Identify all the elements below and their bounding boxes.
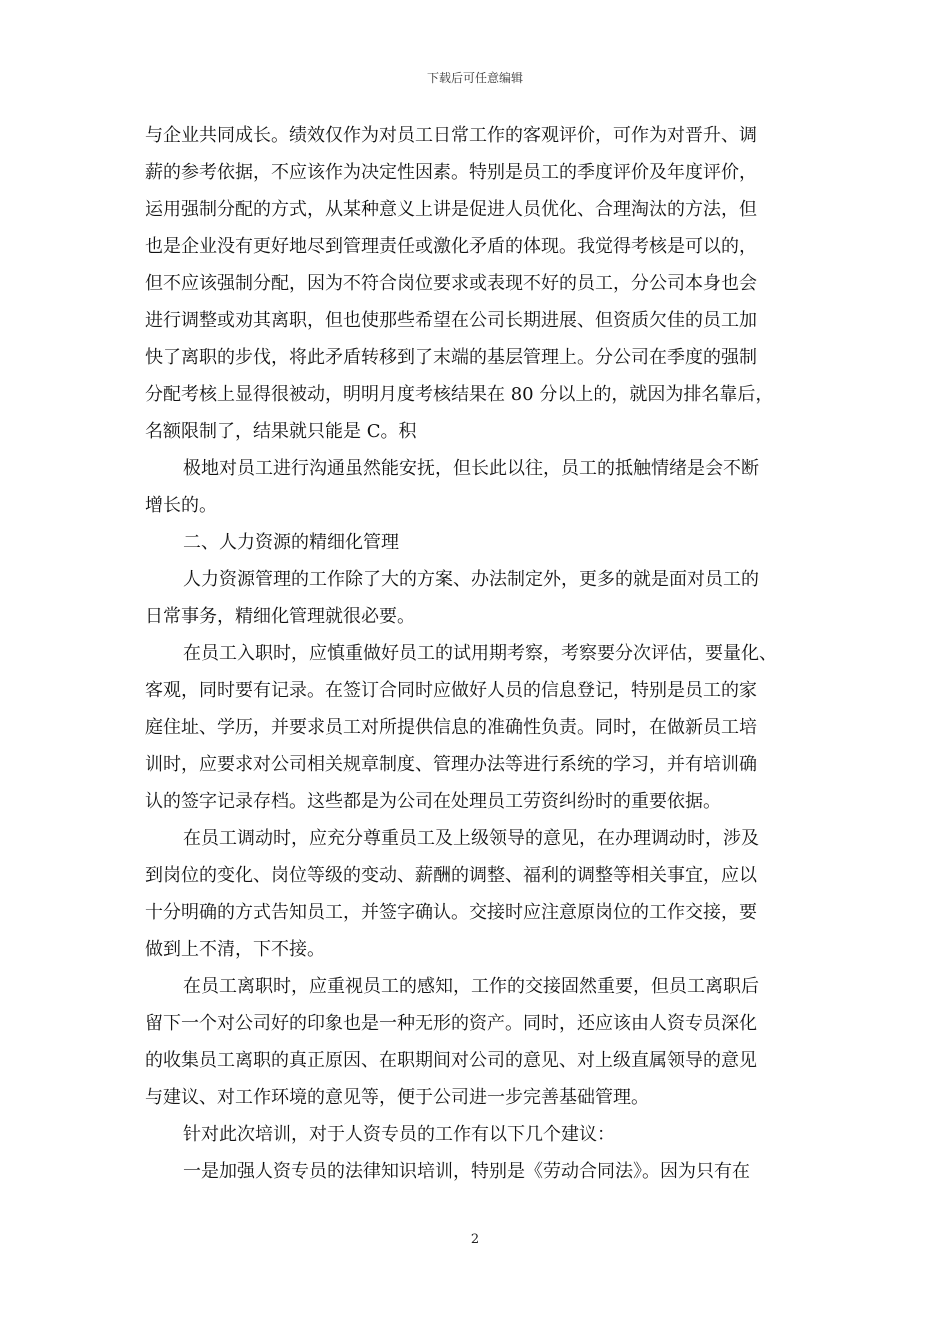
text-line: 客观，同时要有记录。在签订合同时应做好人员的信息登记，特别是员工的家 xyxy=(145,680,757,701)
text-line: 名额限制了，结果就只能是 C。积 xyxy=(145,421,417,442)
text-line: 人力资源管理的工作除了大的方案、办法制定外，更多的就是面对员工的 xyxy=(183,569,759,590)
text-line: 认的签字记录存档。这些都是为公司在处理员工劳资纠纷时的重要依据。 xyxy=(145,791,721,812)
paragraph xyxy=(145,450,810,524)
text-line: 与企业共同成长。绩效仅作为对员工日常工作的客观评价，可作为对晋升、调 xyxy=(145,125,757,146)
text-line: 但不应该强制分配，因为不符合岗位要求或表现不好的员工，分公司本身也会 xyxy=(145,273,757,294)
text-line: 薪的参考依据，不应该作为决定性因素。特别是员工的季度评价及年度评价， xyxy=(145,162,757,183)
text-line: 与建议、对工作环境的意见等，便于公司进一步完善基础管理。 xyxy=(145,1087,649,1108)
text-line: 到岗位的变化、岗位等级的变动、薪酬的调整、福利的调整等相关事宜，应以 xyxy=(145,865,757,886)
text-line: 也是企业没有更好地尽到管理责任或激化矛盾的体现。我觉得考核是可以的， xyxy=(145,236,757,257)
paragraph xyxy=(145,635,810,820)
text-line: 针对此次培训，对于人资专员的工作有以下几个建议： xyxy=(183,1124,615,1145)
paragraph xyxy=(145,524,810,561)
text-line: 十分明确的方式告知员工，并签字确认。交接时应注意原岗位的工作交接，要 xyxy=(145,902,757,923)
document-body xyxy=(145,117,810,1190)
paragraph xyxy=(145,968,810,1116)
text-line: 二、人力资源的精细化管理 xyxy=(183,532,399,553)
paragraph xyxy=(145,117,810,450)
page-header: 下载后可任意编辑 xyxy=(426,71,523,85)
page-number: 2 xyxy=(470,1232,480,1247)
paragraph xyxy=(145,820,810,968)
text-line: 快了离职的步伐，将此矛盾转移到了末端的基层管理上。分公司在季度的强制 xyxy=(145,347,757,368)
text-line: 分配考核上显得很被动，明明月度考核结果在 80 分以上的，就因为排名靠后， xyxy=(145,384,774,405)
text-line: 训时，应要求对公司相关规章制度、管理办法等进行系统的学习，并有培训确 xyxy=(145,754,757,775)
text-line: 在员工离职时，应重视员工的感知，工作的交接固然重要，但员工离职后 xyxy=(183,976,759,997)
paragraph xyxy=(145,1116,810,1153)
text-line: 庭住址、学历，并要求员工对所提供信息的准确性负责。同时，在做新员工培 xyxy=(145,717,757,738)
text-line: 一是加强人资专员的法律知识培训，特别是《劳动合同法》。因为只有在 xyxy=(183,1161,750,1182)
text-line: 增长的。 xyxy=(145,495,217,516)
paragraph xyxy=(145,1153,810,1190)
text-line: 极地对员工进行沟通虽然能安抚，但长此以往，员工的抵触情绪是会不断 xyxy=(183,458,759,479)
text-line: 运用强制分配的方式，从某种意义上讲是促进人员优化、合理淘汰的方法，但 xyxy=(145,199,757,220)
text-line: 的收集员工离职的真正原因、在职期间对公司的意见、对上级直属领导的意见 xyxy=(145,1050,757,1071)
text-line: 日常事务，精细化管理就很必要。 xyxy=(145,606,415,627)
paragraph xyxy=(145,561,810,635)
text-line: 做到上不清，下不接。 xyxy=(145,939,325,960)
text-line: 在员工调动时，应充分尊重员工及上级领导的意见，在办理调动时，涉及 xyxy=(183,828,759,849)
text-line: 在员工入职时，应慎重做好员工的试用期考察，考察要分次评估，要量化、 xyxy=(183,643,777,664)
text-line: 留下一个对公司好的印象也是一种无形的资产。同时，还应该由人资专员深化 xyxy=(145,1013,757,1034)
text-line: 进行调整或劝其离职，但也使那些希望在公司长期进展、但资质欠佳的员工加 xyxy=(145,310,757,331)
